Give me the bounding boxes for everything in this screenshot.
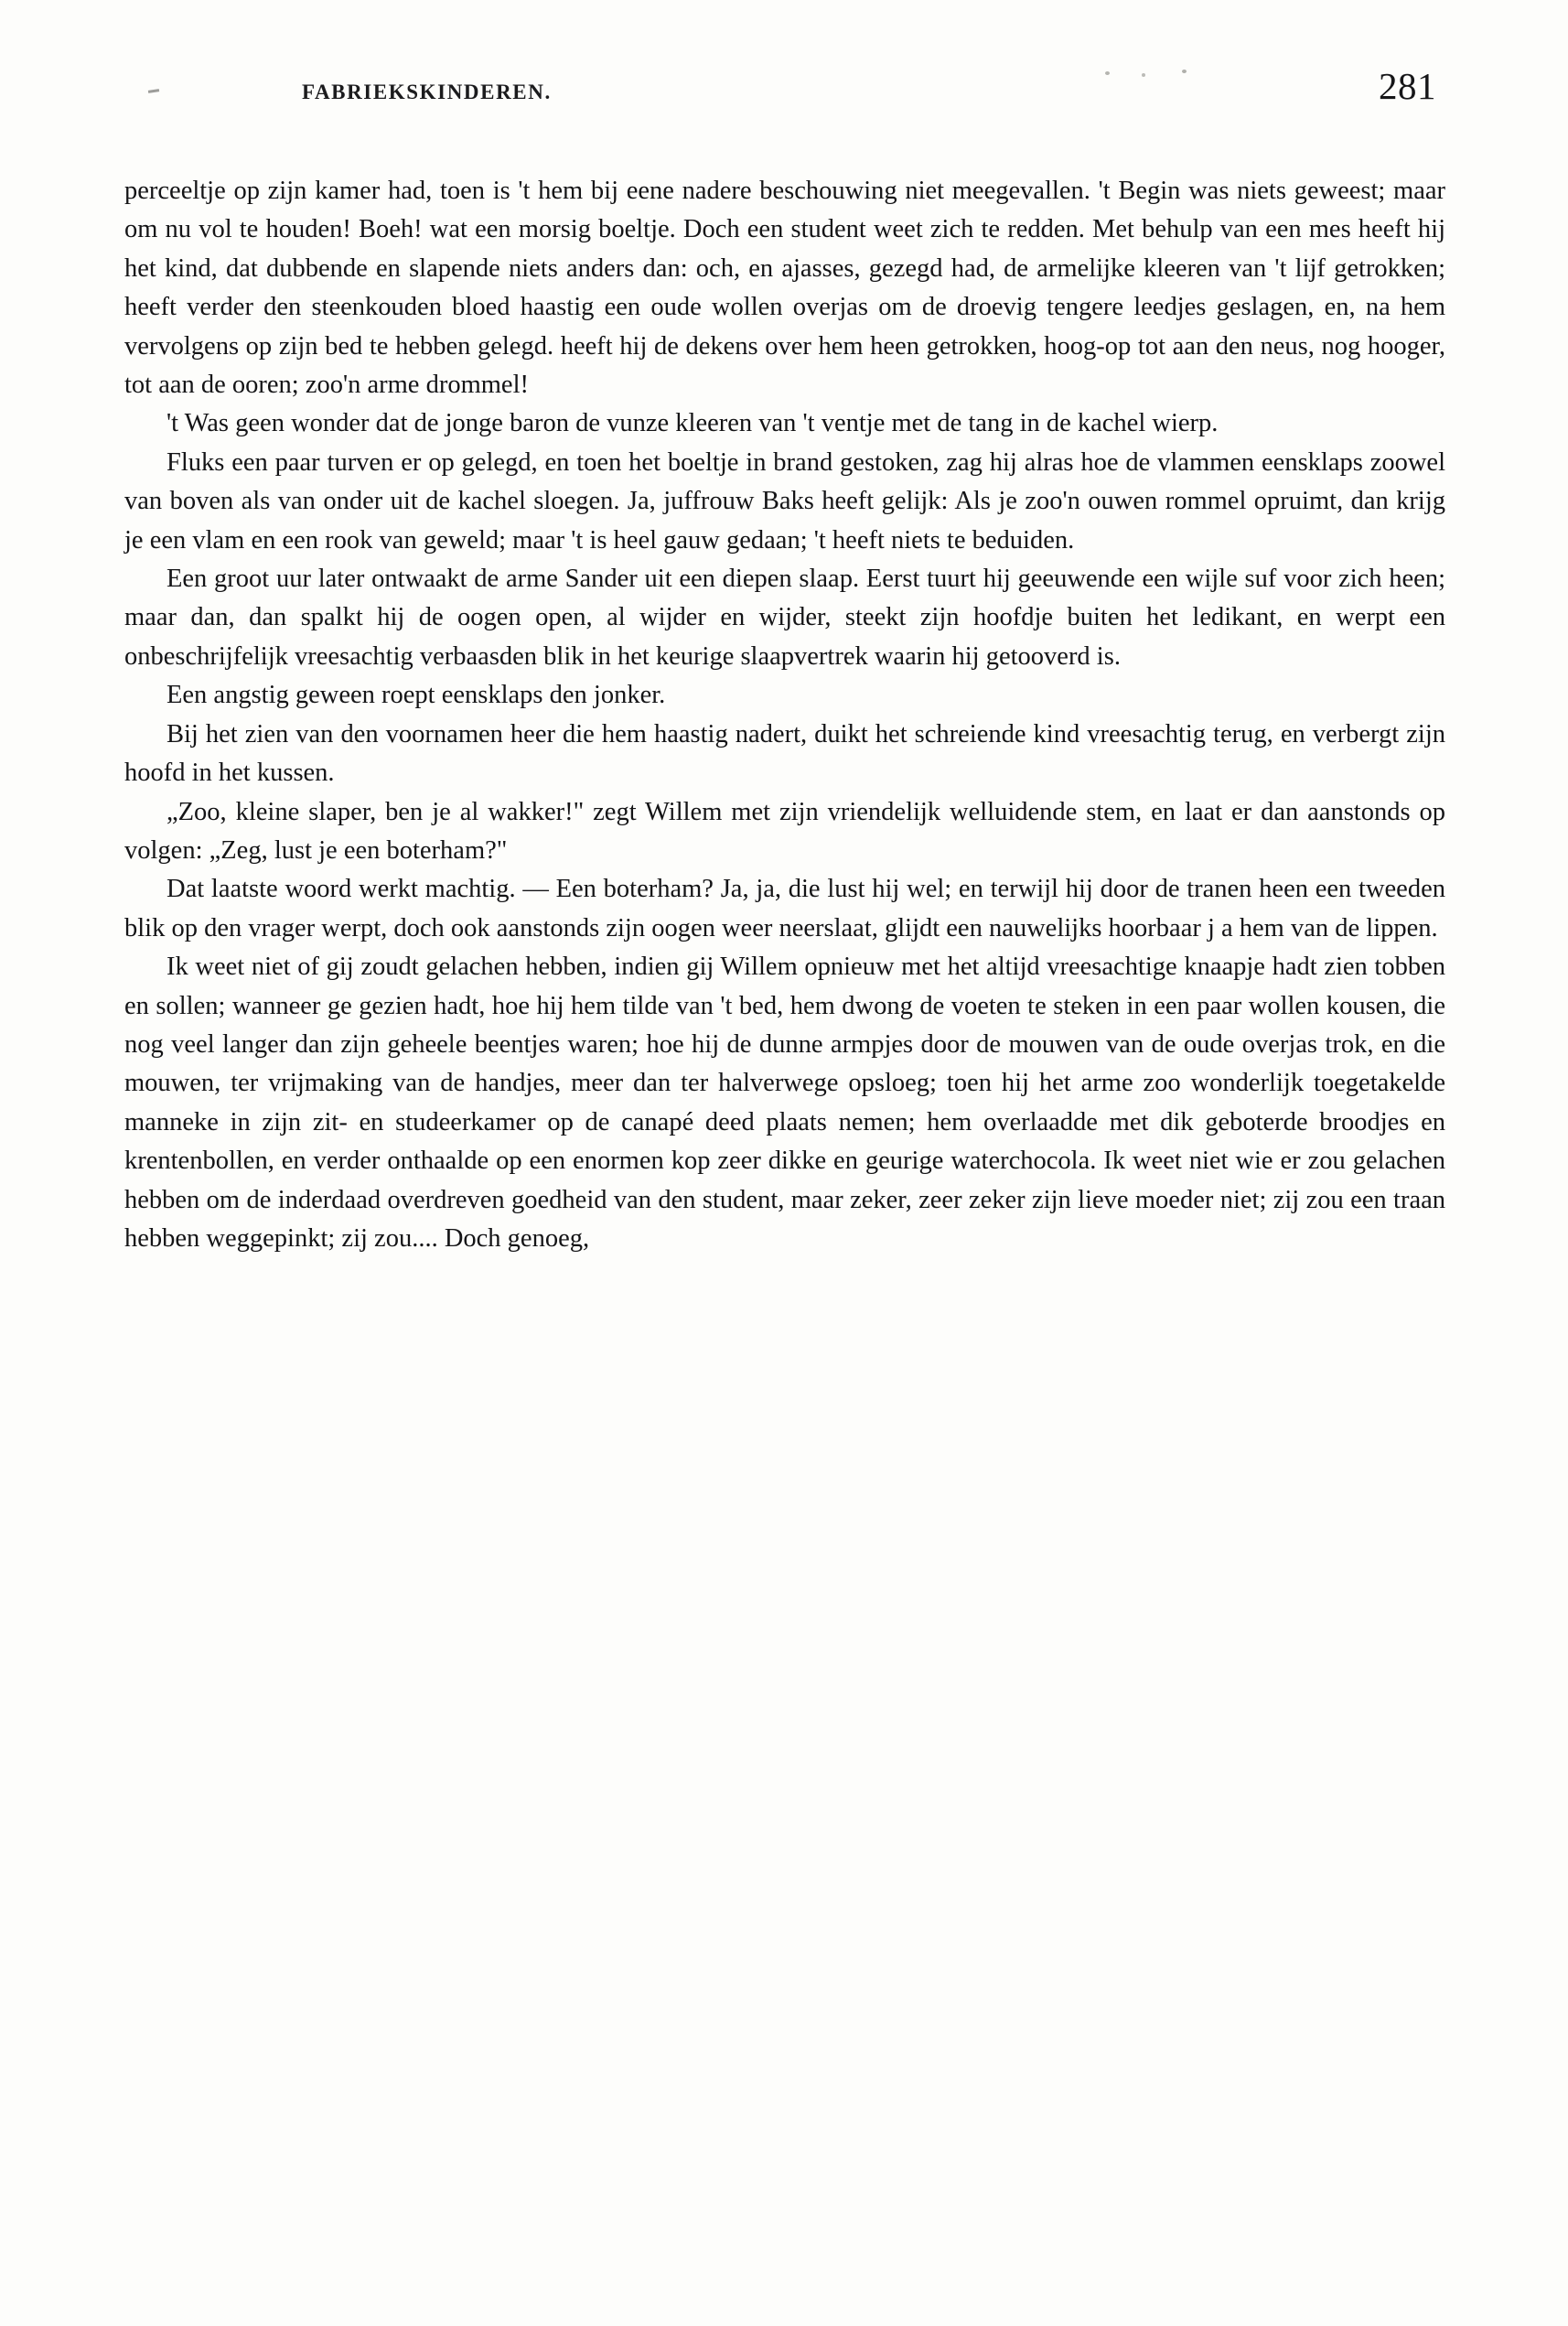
paragraph: Fluks een paar turven er op gelegd, en toen het boeltje in brand gestoken, zag hij alras hoe de vlammen eensklaps zoowel van boven als van onder uit de kachel sloegen. Ja, juffrouw Baks heeft gelijk: Als je zoo'n ouwen rommel opruimt, dan krijg je een vlam en een rook van geweld; maar 't is heel gauw gedaan; 't heeft niets te beduiden.: [124, 447, 1445, 555]
paragraph: Bij het zien van den voornamen heer die hem haastig nadert, duikt het schreiende kind vreesachtig terug, en verbergt zijn hoofd in het kussen.: [124, 719, 1445, 788]
paragraph: Een groot uur later ontwaakt de arme Sander uit een diepen slaap. Eerst tuurt hij geeuwende een wijle suf voor zich heen; maar dan, dan spalkt hij de oogen open, al wijder en wijder, steekt zijn hoofdje buiten het ledikant, en werpt een onbeschrijfelijk vreesachtig verbaasden blik in het keurige slaapvertrek waarin hij getooverd is.: [124, 565, 1445, 671]
paragraph: „Zoo, kleine slaper, ben je al wakker!" zegt Willem met zijn vriendelijk welluidende stem, en laat er dan aanstonds op volgen: „Zeg, lust je een boterham?": [124, 797, 1445, 865]
scan-speck-icon: [148, 89, 159, 93]
page-header: [128, 64, 1436, 119]
scan-speck-icon: [1105, 71, 1110, 75]
paragraph: perceeltje op zijn kamer had, toen is 't hem bij eene nadere beschouwing niet meegevallen. 't Begin was niets geweest; maar om nu vol te houden! Boeh! wat een morsig boeltje. Doch een student weet zich te redden. Met behulp van een mes heeft hij het kind, dat dubbende en slapende niets anders dan: och, en ajasses, gezegd had, de armelijke kleeren van 't lijf getrokken; heeft verder den steenkouden bloed haastig een oude wollen overjas om de droevig tengere leedjes geslagen, en, na hem vervolgens op zijn bed te hebben gelegd. heeft hij de dekens over hem heen getrokken, hoog-op tot aan den neus, nog hooger, tot aan de ooren; zoo'n arme drommel!: [124, 177, 1445, 400]
scan-speck-icon: [1142, 73, 1145, 77]
paragraph: Ik weet niet of gij zoudt gelachen hebben, indien gij Willem opnieuw met het altijd vreesachtige knaapje hadt zien tobben en sollen; wanneer ge gezien hadt, hoe hij hem tilde van 't bed, hem dwong de voeten te steken in een paar wollen kousen, die nog veel langer dan zijn geheele beentjes waren; hoe hij de dunne armpjes door de mouwen van de oude overjas trok, en die mouwen, ter vrijmaking van de handjes, meer dan ter halverwege opsloeg; toen hij het arme zoo wonderlijk toegetakelde manneke in zijn zit- en studeerkamer op de canapé deed plaats nemen; hem overlaadde met dik geboterde broodjes en krentenbollen, en verder onthaalde op een enormen kop zeer dikke en geurige waterchocola. Ik weet niet wie er zou gelachen hebben om de inderdaad overdreven goedheid van den student, maar zeker, zeer zeker zijn lieve moeder niet; zij zou een traan hebben weggepinkt; zij zou.... Doch genoeg,: [124, 953, 1445, 1253]
page-number: 281: [1379, 65, 1436, 107]
scan-speck-icon: [1182, 70, 1187, 73]
paragraph: 't Was geen wonder dat de jonge baron de vunze kleeren van 't ventje met de tang in de kachel wierp.: [166, 409, 1219, 438]
paragraph: Een angstig geween roept eensklaps den jonker.: [166, 681, 666, 710]
body-text: [124, 172, 1445, 1258]
running-title: FABRIEKSKINDEREN.: [302, 81, 552, 103]
paragraph: Dat laatste woord werkt machtig. — Een boterham? Ja, ja, die lust hij wel; en terwijl hij door de tranen heen een tweeden blik op den vrager werpt, doch ook aanstonds zijn oogen weer neerslaat, glijdt een nauwelijks hoorbaar j a hem van de lippen.: [124, 875, 1445, 942]
